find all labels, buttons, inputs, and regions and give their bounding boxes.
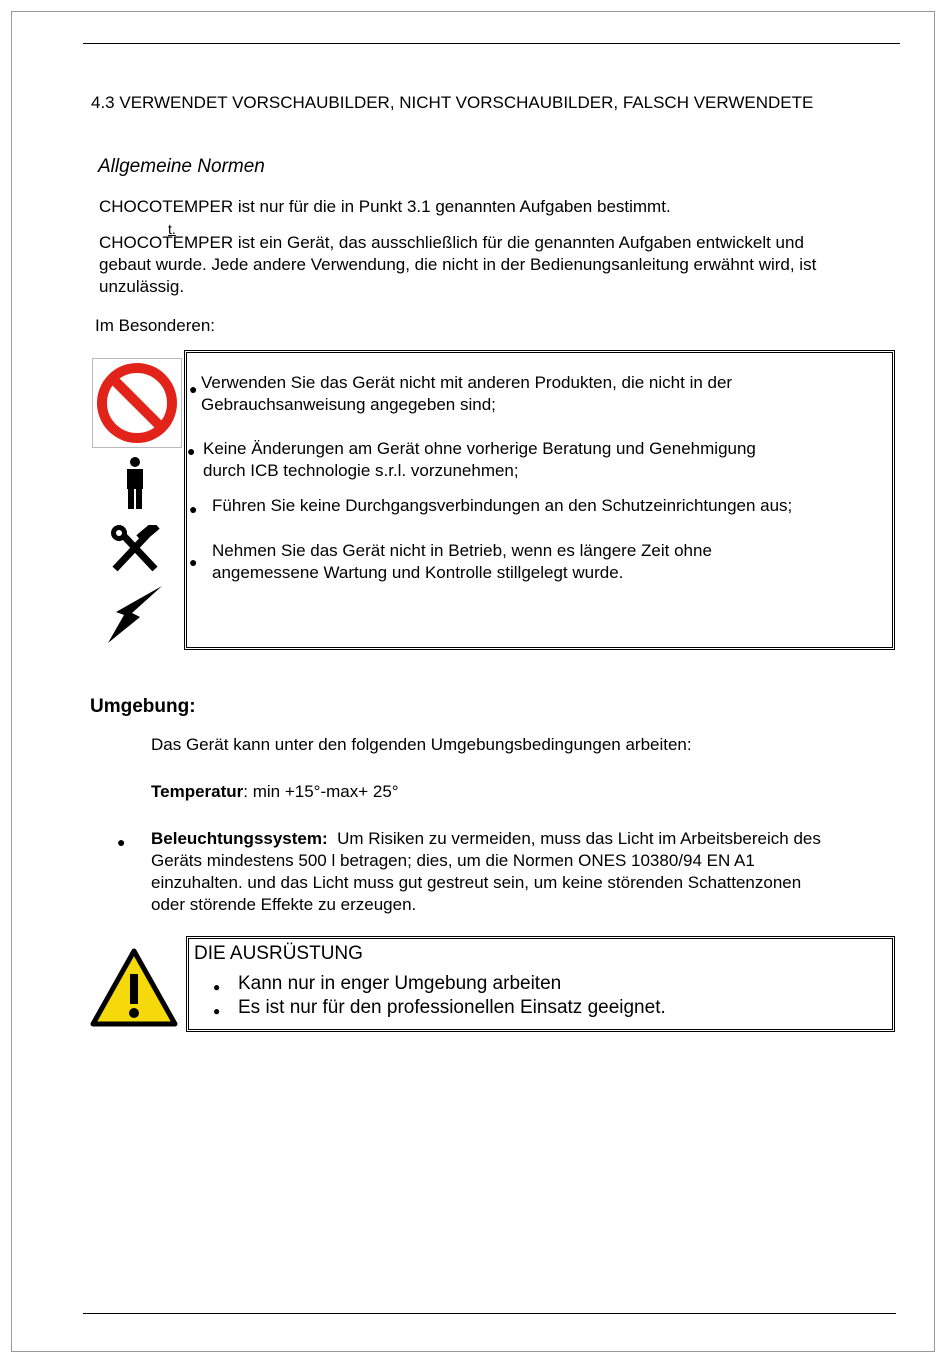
section-heading: 4.3 VERWENDET VORSCHAUBILDER, NICHT VORSCHAUBILDER, FALSCH VERWENDETE bbox=[91, 93, 814, 112]
prohibition-4-line-2: angemessene Wartung und Kontrolle stillgelegt wurde. bbox=[212, 563, 624, 582]
bullet-3: ● bbox=[189, 501, 198, 517]
person-icon bbox=[124, 456, 146, 510]
environment-intro: Das Gerät kann unter den folgenden Umgebungsbedingungen arbeiten: bbox=[151, 735, 692, 754]
bullet-2: ● bbox=[187, 443, 196, 459]
lighting-label: Beleuchtungssystem: bbox=[151, 829, 328, 848]
usage-restriction-text: CHOCOTEMPER ist nur für die in Punkt 3.1 genannten Aufgaben bestimmt. bbox=[99, 197, 671, 216]
prohibition-1-line-2: Gebrauchsanweisung angegeben sind; bbox=[201, 395, 496, 414]
lighting-text-1: Um Risiken zu vermeiden, muss das Licht im Arbeitsbereich des bbox=[337, 829, 821, 848]
usage-paragraph-line-2: gebaut wurde. Jede andere Verwendung, die nicht in der Bedienungsanleitung erwähnt wird, ist bbox=[99, 255, 817, 274]
equipment-bullet-2: ● bbox=[213, 1004, 221, 1018]
lighting-line-1 bbox=[151, 828, 821, 850]
temperature-value: : min +15°-max+ 25° bbox=[243, 782, 399, 801]
bullet-1: ● bbox=[189, 381, 198, 397]
usage-paragraph-line-3: unzulässig. bbox=[99, 277, 185, 296]
temperature-line bbox=[151, 781, 399, 803]
tools-icon bbox=[107, 525, 163, 575]
subheading-general-norms: Allgemeine Normen bbox=[98, 156, 265, 177]
prohibition-1-line-1: Verwenden Sie das Gerät nicht mit anderen Produkten, die nicht in der bbox=[201, 373, 733, 392]
temperature-label: Temperatur bbox=[151, 782, 244, 801]
usage-paragraph-line-1: CHOCOTEMPER ist ein Gerät, das ausschließlich für die genannten Aufgaben entwickelt und bbox=[99, 233, 804, 252]
prohibition-3-line-1: Führen Sie keine Durchgangsverbindungen an den Schutzeinrichtungen aus; bbox=[212, 496, 793, 515]
label-im-besonderen: Im Besonderen: bbox=[95, 316, 216, 335]
lighting-line-2: Geräts mindestens 500 l betragen; dies, um die Normen ONES 10380/94 EN A1 bbox=[151, 851, 755, 870]
prohibition-icon bbox=[92, 358, 182, 448]
bullet-4: ● bbox=[189, 554, 198, 570]
equipment-bullet-1: ● bbox=[213, 980, 221, 994]
stray-text: t. bbox=[168, 221, 176, 237]
lightning-icon bbox=[106, 585, 164, 645]
equipment-title: DIE AUSRÜSTUNG bbox=[194, 943, 363, 964]
footer-rule bbox=[83, 1313, 896, 1314]
lighting-line-4: oder störende Effekte zu erzeugen. bbox=[151, 895, 417, 914]
prohibition-4-line-1: Nehmen Sie das Gerät nicht in Betrieb, wenn es längere Zeit ohne bbox=[212, 541, 712, 560]
lighting-line-3: einzuhalten. und das Licht muss gut gestreut sein, um keine störenden Schattenzonen bbox=[151, 873, 802, 892]
prohibition-2-line-2: durch ICB technologie s.r.l. vorzunehmen; bbox=[203, 461, 519, 480]
bullet-lighting: ● bbox=[117, 834, 126, 850]
environment-heading: Umgebung: bbox=[90, 696, 196, 717]
warning-icon bbox=[90, 948, 178, 1028]
header-rule bbox=[83, 43, 900, 44]
prohibition-2-line-1: Keine Änderungen am Gerät ohne vorherige Beratung und Genehmigung bbox=[203, 439, 756, 458]
equipment-item-1: Kann nur in enger Umgebung arbeiten bbox=[238, 973, 562, 994]
equipment-item-2: Es ist nur für den professionellen Einsatz geeignet. bbox=[238, 997, 666, 1018]
